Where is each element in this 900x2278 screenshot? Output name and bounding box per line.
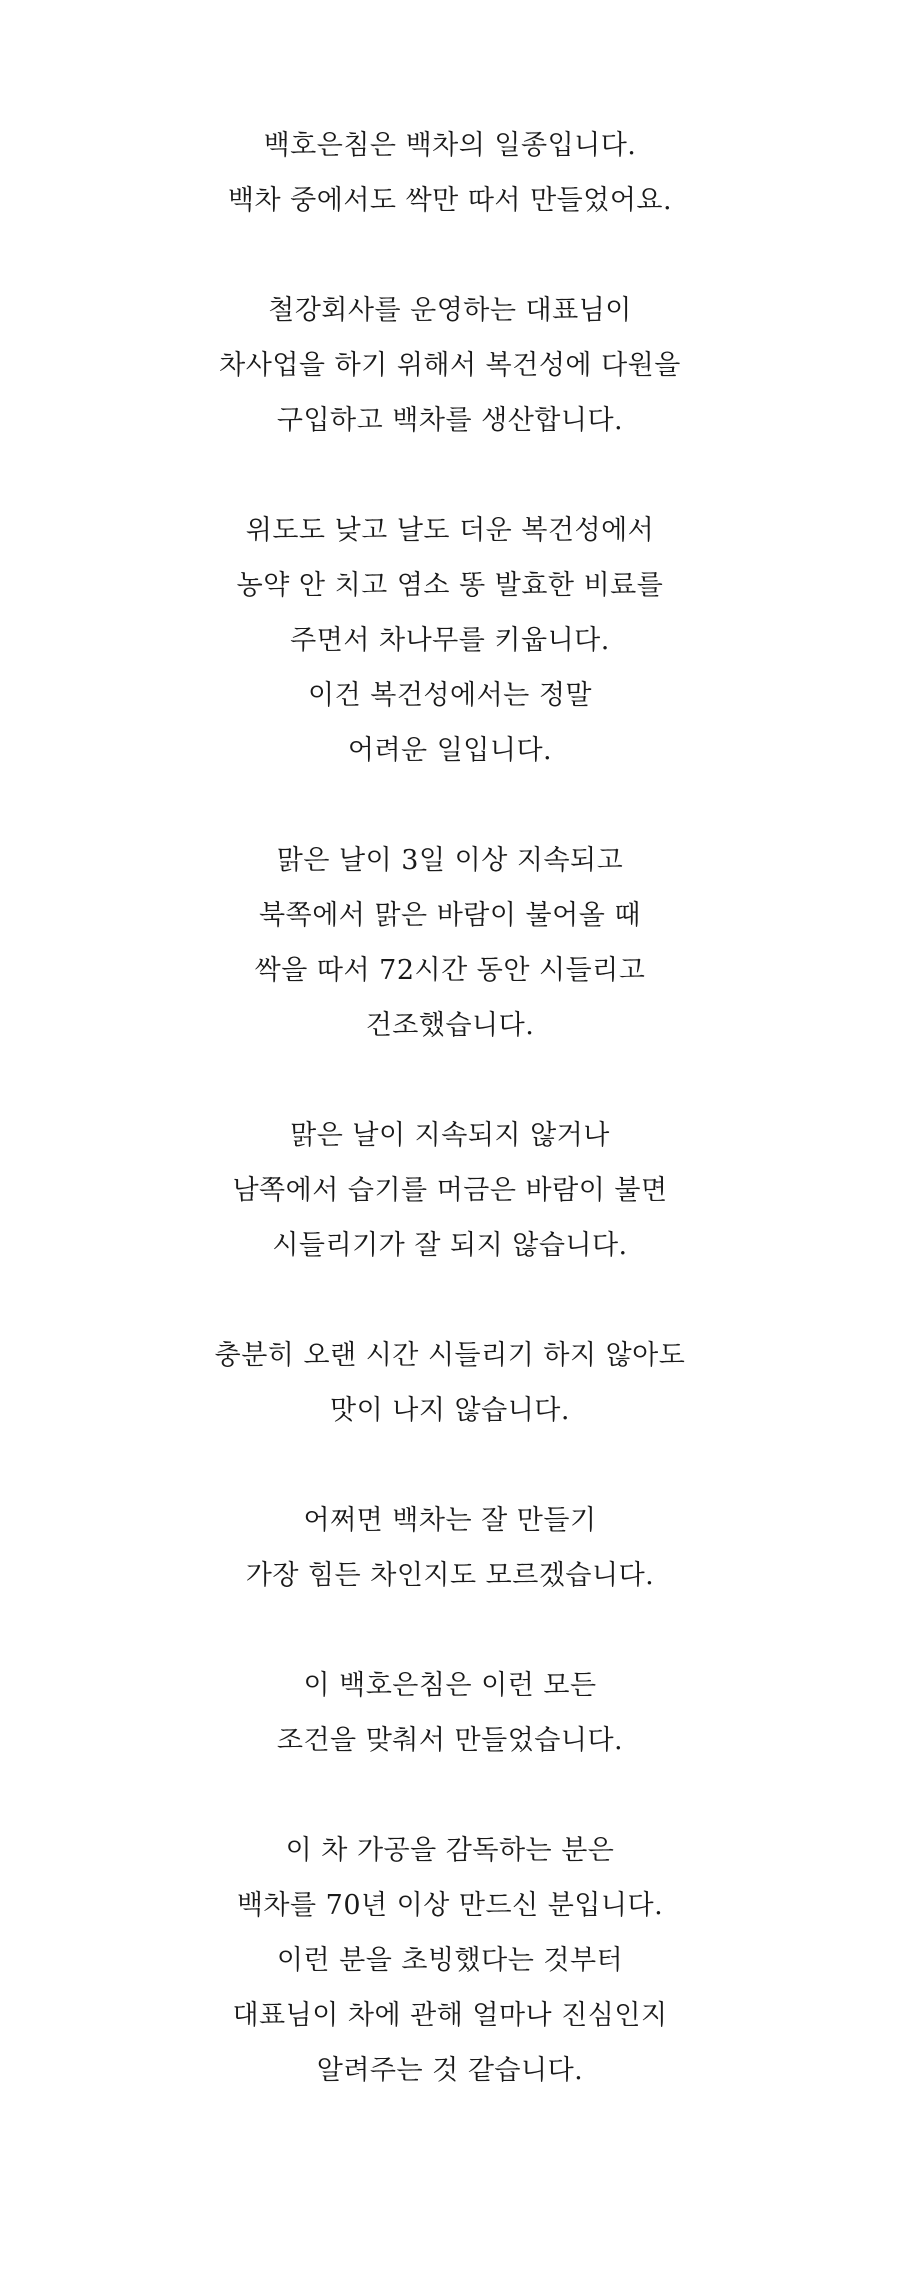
text-line: 어려운 일입니다. bbox=[347, 735, 553, 766]
paragraph-5 bbox=[0, 1108, 900, 1273]
text-line: 건조했습니다. bbox=[365, 1010, 535, 1041]
text-line: 백차를 70년 이상 만드신 분입니다. bbox=[236, 1890, 664, 1921]
paragraph-1 bbox=[0, 118, 900, 228]
text-line: 주면서 차나무를 키웁니다. bbox=[290, 625, 610, 656]
text-line: 이건 복건성에서는 정말 bbox=[308, 680, 592, 711]
text-line: 이 차 가공을 감독하는 분은 bbox=[285, 1835, 615, 1866]
paragraph-2 bbox=[0, 283, 900, 448]
paragraph-4 bbox=[0, 833, 900, 1053]
text-line: 백차 중에서도 싹만 따서 만들었어요. bbox=[227, 185, 673, 216]
text-line: 맑은 날이 3일 이상 지속되고 bbox=[276, 845, 624, 876]
text-line: 어쩌면 백차는 잘 만들기 bbox=[303, 1505, 597, 1536]
text-line: 이런 분을 초빙했다는 것부터 bbox=[276, 1945, 624, 1976]
text-line: 위도도 낮고 날도 더운 복건성에서 bbox=[245, 515, 655, 546]
paragraph-6 bbox=[0, 1328, 900, 1438]
text-line: 남쪽에서 습기를 머금은 바람이 불면 bbox=[232, 1175, 668, 1206]
text-line: 북쪽에서 맑은 바람이 불어올 때 bbox=[259, 900, 641, 931]
paragraph-8 bbox=[0, 1658, 900, 1768]
text-line: 맑은 날이 지속되지 않거나 bbox=[290, 1120, 610, 1151]
text-line: 대표님이 차에 관해 얼마나 진심인지 bbox=[232, 2000, 668, 2031]
text-line: 충분히 오랜 시간 시들리기 하지 않아도 bbox=[214, 1340, 686, 1371]
text-line: 가장 힘든 차인지도 모르겠습니다. bbox=[245, 1560, 655, 1591]
text-line: 이 백호은침은 이런 모든 bbox=[303, 1670, 597, 1701]
text-line: 싹을 따서 72시간 동안 시들리고 bbox=[254, 955, 646, 986]
text-line: 맛이 나지 않습니다. bbox=[330, 1395, 570, 1426]
text-line: 알려주는 것 같습니다. bbox=[316, 2055, 584, 2086]
text-line: 시들리기가 잘 되지 않습니다. bbox=[272, 1230, 628, 1261]
paragraph-3 bbox=[0, 503, 900, 778]
paragraph-7 bbox=[0, 1493, 900, 1603]
text-line: 차사업을 하기 위해서 복건성에 다원을 bbox=[219, 350, 681, 381]
text-line: 조건을 맞춰서 만들었습니다. bbox=[276, 1725, 624, 1756]
paragraph-9 bbox=[0, 1823, 900, 2098]
text-line: 백호은침은 백차의 일종입니다. bbox=[263, 130, 637, 161]
text-line: 농약 안 치고 염소 똥 발효한 비료를 bbox=[236, 570, 664, 601]
text-line: 구입하고 백차를 생산합니다. bbox=[276, 405, 624, 436]
text-line: 철강회사를 운영하는 대표님이 bbox=[268, 295, 632, 326]
